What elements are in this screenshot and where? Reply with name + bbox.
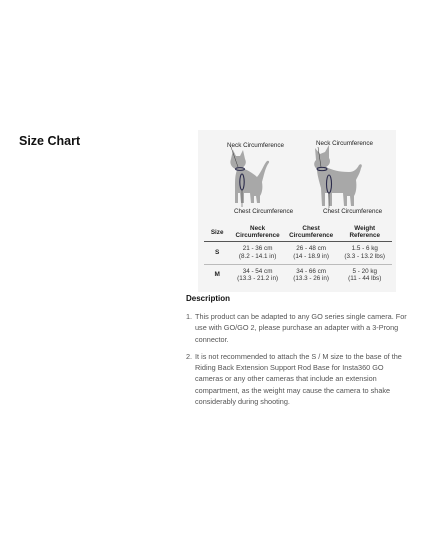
- header-chest: Chest Circumference: [285, 224, 338, 242]
- neck-in: (13.3 - 21.2 in): [237, 275, 279, 283]
- size-table: [204, 224, 392, 286]
- description-heading: Description: [186, 294, 231, 303]
- list-item: [186, 311, 408, 345]
- size-chart-illustration: [198, 130, 396, 222]
- neck-in: (8.2 - 14.1 in): [238, 253, 277, 261]
- neck-cm: 21 - 36 cm: [242, 245, 273, 253]
- header-weight: Weight Reference: [337, 224, 392, 242]
- weight-kg: 1.5 - 6 kg: [351, 245, 378, 253]
- header-neck: Neck Circumference: [230, 224, 285, 242]
- description-list: [186, 311, 408, 413]
- table-header-row: [204, 224, 392, 242]
- dog-neck-label: Neck Circumference: [316, 140, 374, 147]
- chest-cm: 26 - 48 cm: [296, 245, 327, 253]
- weight-cell: [337, 242, 392, 264]
- list-item-number: 2.: [186, 351, 193, 361]
- size-cell: S: [204, 242, 230, 264]
- weight-lb: (11 - 44 lbs): [348, 275, 382, 283]
- cat-neck-label: Neck Circumference: [227, 142, 285, 149]
- list-item-text: This product can be adapted to any GO series single camera. For use with GO/GO 2, please purchase an adapter with a 3-Prong connector.: [195, 312, 407, 344]
- cat-illustration: [227, 142, 294, 215]
- cat-body: [230, 150, 269, 203]
- size-cell: M: [214, 271, 220, 279]
- list-item-text: It is not recommended to attach the S / M size to the base of the Riding Back Extension Support Rod Base for Insta360 GO cameras or any other cameras that include an extension compartment, as the weight may cause the camera to shake considerably during shooting.: [195, 351, 402, 407]
- chest-in: (13.3 - 26 in): [293, 275, 329, 283]
- weight-kg: 5 - 20 kg: [352, 267, 377, 275]
- table-row: [204, 242, 392, 264]
- list-item-number: 1.: [186, 312, 193, 321]
- neck-cm: 34 - 54 cm: [242, 267, 273, 275]
- weight-lb: (3.3 - 13.2 lbs): [344, 253, 386, 261]
- page-title: Size Chart: [19, 134, 81, 148]
- neck-cell: [230, 264, 285, 286]
- dog-body: [314, 145, 362, 206]
- header-size: Size: [204, 224, 230, 242]
- chest-cell: [285, 242, 338, 264]
- list-item: [186, 351, 408, 407]
- neck-cell: [230, 242, 285, 264]
- cat-chest-label: Chest Circumference: [234, 208, 294, 215]
- dog-chest-label: Chest Circumference: [323, 208, 383, 215]
- weight-cell: [337, 264, 392, 286]
- table-row: [204, 264, 392, 286]
- chest-in: (14 - 18.9 in): [293, 253, 329, 261]
- dog-illustration: [314, 140, 382, 215]
- chest-cell: [285, 264, 338, 286]
- chest-cm: 34 - 66 cm: [296, 267, 327, 275]
